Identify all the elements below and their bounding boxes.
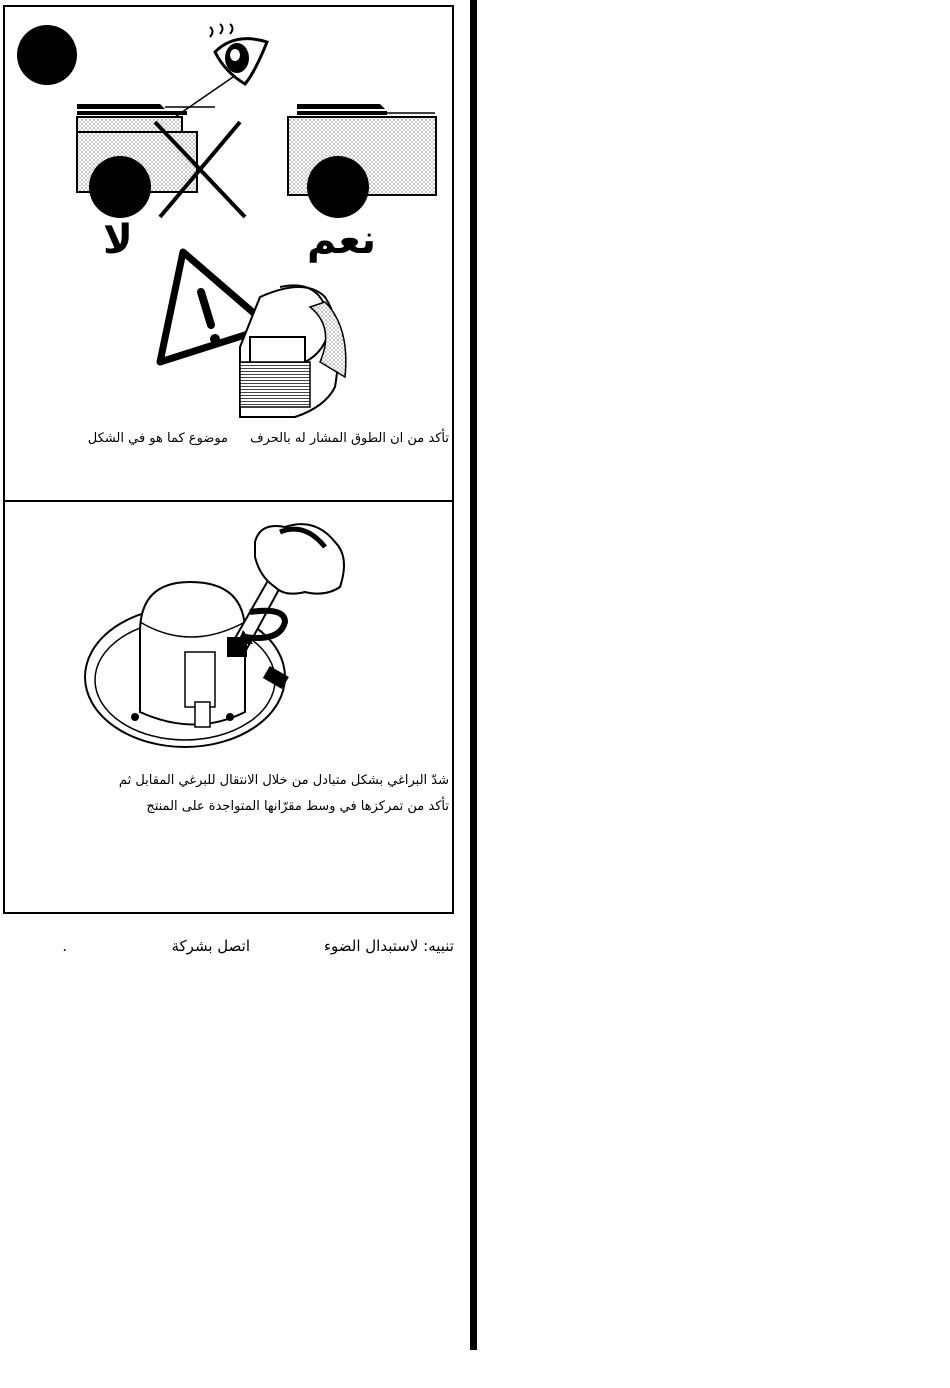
gasket-illustration (5, 7, 456, 504)
page-divider (470, 0, 477, 1350)
gasket-correct-diagram (288, 104, 436, 218)
label-yes: نعم (307, 217, 376, 263)
caption-gasket-part2: موضوع كما هو في الشكل (87, 431, 228, 446)
figure-panel-gasket (3, 5, 454, 502)
notice-part2: اتصل بشركة (171, 937, 250, 955)
gasket-detail-diagram (240, 285, 346, 417)
screw-tightening-illustration (5, 502, 456, 916)
step-marker-icon (17, 25, 77, 85)
figure-panel-screws (3, 500, 454, 914)
notice-part1: تنبيه: لاستبدال الضوء (323, 937, 454, 955)
caption-screws-line1: شدّ البراغي بشكل متبادل من خلال الانتقال للبرغي المقابل ثم (118, 773, 449, 788)
caption-screws-line2: تأكد من تمركزها في وسط مقرّانها المتواجدة على المنتج (146, 799, 449, 814)
gasket-wrong-diagram (77, 104, 245, 218)
label-no: لا (103, 217, 133, 263)
notice-dot: . (62, 937, 67, 955)
eye-icon (175, 24, 267, 117)
caption-gasket-part1: تأكد من ان الطوق المشار له بالحرف (250, 431, 449, 446)
